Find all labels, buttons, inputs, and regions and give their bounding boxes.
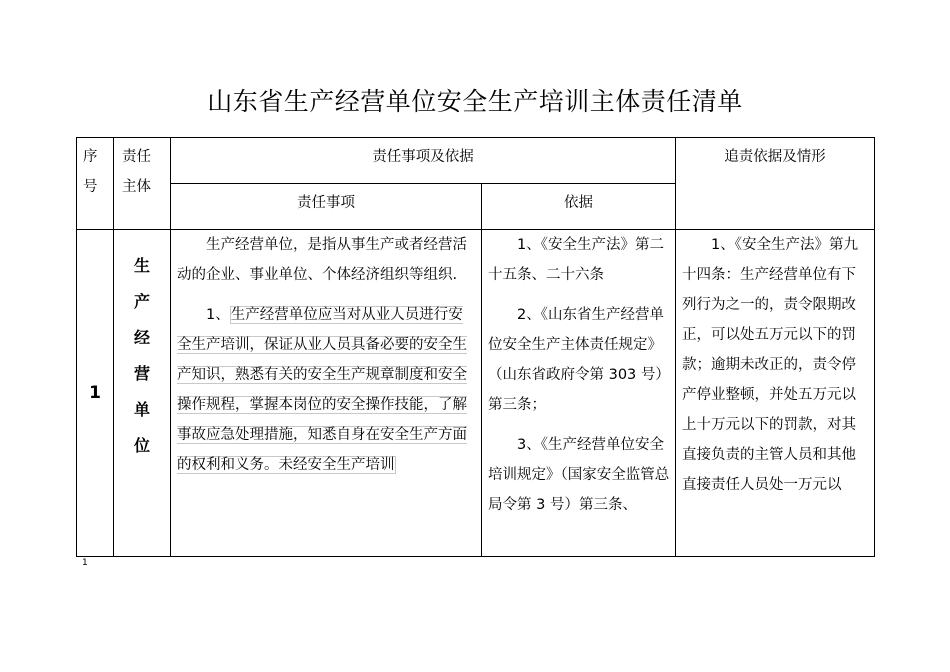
subject-char: 生 <box>133 256 150 275</box>
header-accountability: 追责依据及情形 <box>676 138 875 230</box>
page-number: 1 <box>82 558 88 568</box>
basis-item-2: 2、《山东省生产经营单位安全生产主体责任规定》（山东省政府令第 303 号）第三条； <box>488 307 670 413</box>
row-subject <box>114 230 171 557</box>
basis-cell <box>482 230 676 557</box>
subject-char: 经 <box>133 328 150 347</box>
matters-intro: 生产经营单位，是指从事生产或者经营活动的企业、事业单位、个体经济组织等组织. <box>177 237 467 283</box>
matters-item-1-text: 生产经营单位应当对从业人员进行安全生产培训，保证从业人员具备必要的安全生产知识，熟悉有关的安全生产规章制度和安全操作规程，掌握本岗位的安全操作技能，了解事故应急处理措施，知悉自身在安全生产方面的权利和义务。未经安全生产培训 <box>177 307 467 473</box>
basis-item-1: 1、《安全生产法》第二十五条、二十六条 <box>488 237 664 283</box>
basis-item-3: 3、《生产经营单位安全培训规定》（国家安全监管总局令第 3 号）第三条、 <box>488 437 670 513</box>
subject-char: 位 <box>133 436 150 455</box>
accountability-cell <box>676 230 875 557</box>
matters-item-1 <box>177 300 477 480</box>
header-matters: 责任事项 <box>171 184 482 230</box>
header-basis: 依据 <box>482 184 676 230</box>
subject-char: 营 <box>133 364 150 383</box>
subject-char: 产 <box>133 292 150 311</box>
header-matters-and-basis: 责任事项及依据 <box>171 138 676 184</box>
header-no: 序号 <box>77 138 114 230</box>
item-prefix: 1、 <box>206 307 230 323</box>
header-subject: 责任主体 <box>114 138 171 230</box>
subject-char: 单 <box>133 400 150 419</box>
responsibility-table <box>76 137 875 557</box>
row-number: 1 <box>77 230 114 557</box>
document-title: 山东省生产经营单位安全生产培训主体责任清单 <box>207 87 743 116</box>
accountability-text: 1、《安全生产法》第九十四条：生产经营单位有下列行为之一的，责令限期改正，可以处五万元以下的罚款；逾期未改正的，责令停产停业整顿，并处五万元以上十万元以下的罚款，对其直接负责的主管人员和其他直接责任人员处一万元以 <box>682 237 858 493</box>
matters-cell <box>171 230 482 557</box>
